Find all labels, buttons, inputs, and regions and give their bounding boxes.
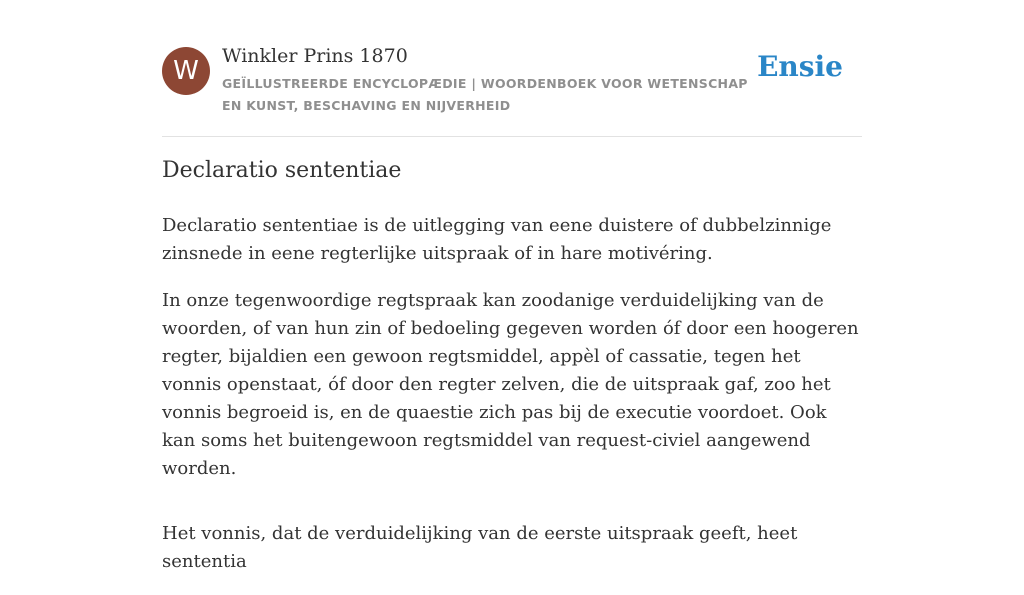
source-title[interactable]: Winkler Prins 1870 <box>222 45 408 67</box>
article-title: Declaratio sententiae <box>162 158 402 183</box>
article-body <box>162 212 862 595</box>
article-paragraph: In onze tegenwoordige regtspraak kan zoodanige verduidelijking van de woorden, of van hun zin of bedoeling gegeven worden óf door een hoogeren regter, bijaldien een gewoon regtsmiddel, appèl of cassatie, tegen het vonnis openstaat, óf door den regter zelven, die de uitspraak gaf, zoo het vonnis begroeid is, en de quaestie zich pas bij de executie voordoet. Ook kan soms het buitengewoon regtsmiddel van request-civiel aangewend worden. <box>162 290 859 479</box>
source-subtitle: GEÏLLUSTREERDE ENCYCLOPÆDIE | WOORDENBOEK VOOR WETENSCHAP EN KUNST, BESCHAVING EN NIJVERHEID <box>222 76 748 113</box>
page <box>162 0 862 572</box>
article-paragraph: Declaratio sententiae is de uitlegging van eene duistere of dubbelzinnige zinsnede in eene regterlijke uitspraak of in hare motivéring. <box>162 215 832 264</box>
ensie-logo[interactable]: Ensie <box>757 50 843 83</box>
source-avatar[interactable]: W <box>162 47 210 95</box>
article-paragraph: Het vonnis, dat de verduidelijking van de eerste uitspraak geeft, heet sententia <box>162 523 798 572</box>
source-header <box>162 0 862 137</box>
